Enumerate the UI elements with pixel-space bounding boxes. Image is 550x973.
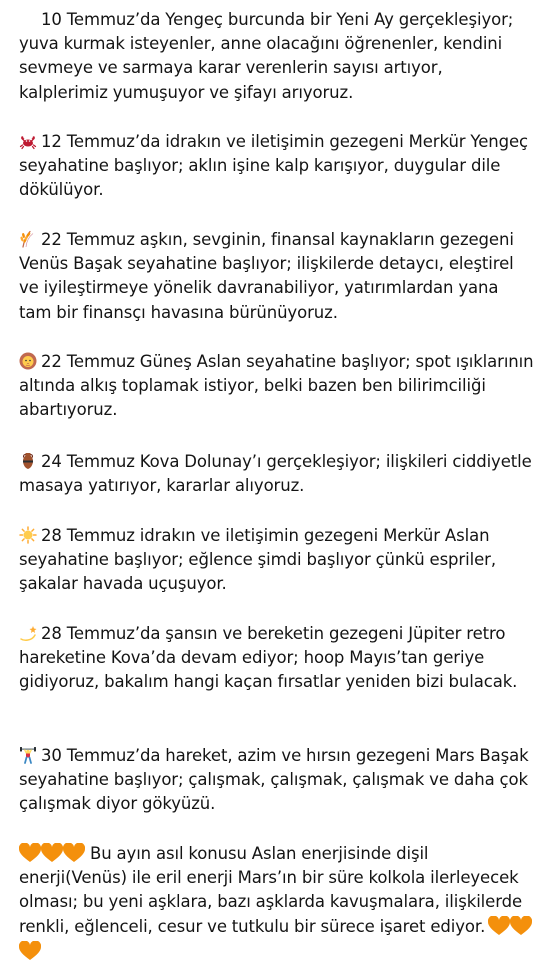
paragraph-text: 22 Temmuz aşkın, sevginin, finansal kaynakların gezegeni Venüs Başak seyahatine başlıyor; ilişkilerde detaycı, eleştirel ve iyileştirmeye yönelik davranabiliyor, yatırımlardan yana tam bir finansçı havasına bürünüyoruz.	[19, 230, 514, 322]
paragraph-text: Bu ayın asıl konusu Aslan enerjisinde dişil enerji(Venüs) ile eril enerji Mars’ın bir süre kolkola ilerleyecek olması; bu yeni aşklara, bazı aşklarda kavuşmalara, ilişkilerde renkli, eğlenceli, cesur ve tutkulu bir sürece işaret ediyor.	[19, 844, 523, 936]
orange-heart-icon-pair	[488, 916, 532, 936]
paragraph-venus-virgo	[19, 228, 535, 325]
paragraph-text: 28 Temmuz’da şansın ve bereketin gezegeni Jüpiter retro hareketine Kova’da devam ediyor; hoop Mayıs’tan geriye gidiyoruz, bakalım hangi kaçan fırsatlar yeniden bizi bulacak.	[19, 624, 518, 692]
lion-face-icon	[19, 352, 37, 370]
wheat-sheaf-icon	[19, 230, 37, 248]
weightlifter-icon	[19, 746, 37, 764]
paragraph-mercury-cancer	[19, 130, 535, 203]
paragraph-text: 28 Temmuz idrakın ve iletişimin gezegeni Merkür Aslan seyahatine başlıyor; eğlence şimdi başlıyor çünkü espriler, şakalar havada uçuşuyor.	[19, 526, 496, 594]
paragraph-text: 10 Temmuz’da Yengeç burcunda bir Yeni Ay gerçekleşiyor; yuva kurmak isteyenler, anne olacağını öğrenenler, kendini sevmeye ve sarmaya karar verenlerin sayısı artıyor, kalplerimiz yumuşuyor ve şifayı arıyoruz.	[19, 10, 514, 102]
orange-heart-icon-group	[19, 843, 85, 863]
orange-heart-icon	[19, 941, 41, 961]
paragraph-aquarius-full-moon	[19, 450, 535, 498]
paragraph-text: 30 Temmuz’da hareket, azim ve hırsın gezegeni Mars Başak seyahatine başlıyor; çalışmak, çalışmak, çalışmak ve daha çok çalışmak diyor gökyüzü.	[19, 746, 529, 814]
paragraph-text: 12 Temmuz’da idrakın ve iletişimin gezegeni Merkür Yengeç seyahatine başlıyor; aklın işine kalp karışıyor, duygular dile dökülüyor.	[19, 132, 529, 200]
paragraph-text: 22 Temmuz Güneş Aslan seyahatine başlıyor; spot ışıklarının altında alkış toplamak istiyor, belki bazen ben bilirimciliği abartıyoruz.	[19, 352, 534, 420]
paragraph-text: 24 Temmuz Kova Dolunay’ı gerçekleşiyor; ilişkileri ciddiyetle masaya yatırıyor, kararlar alıyoruz.	[19, 452, 532, 496]
paragraph-new-moon	[19, 8, 535, 105]
paragraph-sun-leo	[19, 350, 535, 423]
crab-icon	[19, 132, 37, 150]
paragraph-mars-virgo	[19, 744, 535, 817]
paragraph-mercury-leo	[19, 524, 535, 597]
crescent-moon-icon	[19, 10, 37, 28]
amphora-icon	[19, 452, 37, 470]
dizzy-star-icon	[19, 624, 37, 642]
sun-icon	[19, 526, 37, 544]
paragraph-summary	[19, 842, 535, 939]
paragraph-jupiter-retro	[19, 622, 535, 695]
